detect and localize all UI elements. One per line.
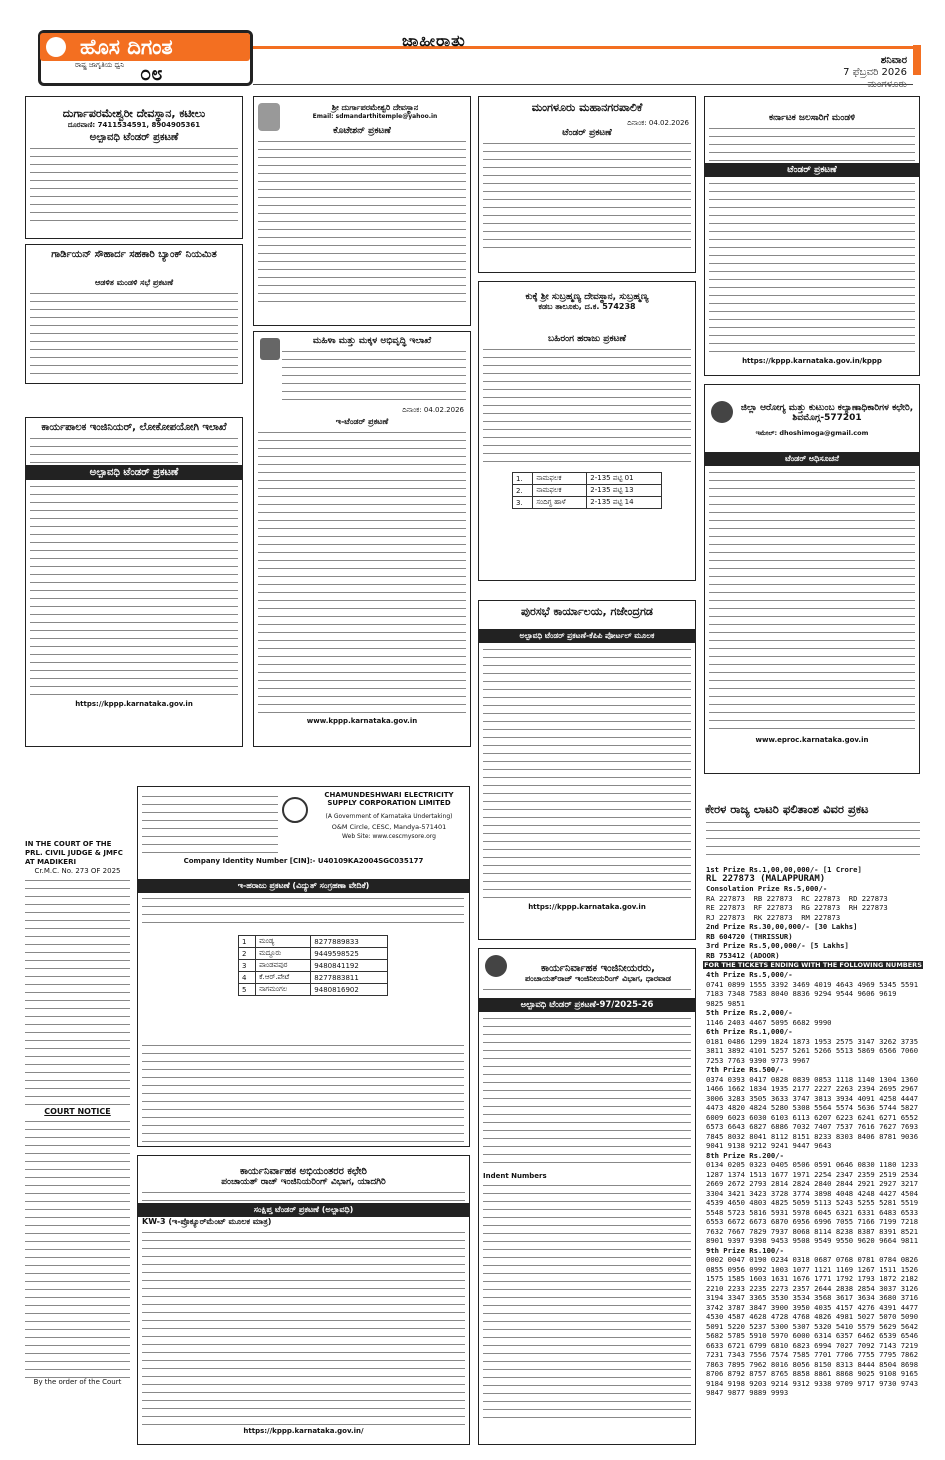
fifth-prize-numbers: 1146 2403 4467 5095 6682 9990 — [706, 1017, 832, 1027]
consolation-prize: Consolation Prize Rs.5,000/- — [706, 884, 828, 893]
court-title: IN THE COURT OF THE PRL. CIVIL JUDGE & JMFC AT MADIKERI — [25, 840, 123, 866]
case-number: Cr.M.C. No. 273 OF 2025 — [34, 867, 121, 875]
ad-title: ಕೊಟೇಶನ್ ಪ್ರಕಟಣೆ — [333, 126, 391, 136]
table-row: 3 ಪಾಂಡವಪುರ 9480841192 — [239, 960, 388, 972]
table-row: 5 ನಾಗಮಂಗಲ 9480816902 — [239, 984, 388, 996]
auction-table — [512, 472, 662, 509]
ad-yadgir-prd — [137, 1155, 470, 1445]
logo-title: ಹೊಸ ದಿಗಂತ — [40, 33, 250, 61]
ad-title: ಟೆಂಡರ್ ಅಧಿಸೂಚನೆ — [705, 452, 919, 466]
day: ಶನಿವಾರ — [880, 55, 907, 66]
ad-cesc — [137, 786, 470, 1147]
court-footer: By the order of the Court — [33, 1378, 122, 1386]
third-prize: 3rd Prize Rs.5,00,000/- [5 Lakhs] — [706, 941, 849, 950]
ad-body — [26, 480, 242, 700]
ad-body — [479, 1180, 695, 1420]
temple-image — [258, 103, 280, 131]
sixth-prize-numbers: 0181 0486 1299 1824 1873 1953 2575 3147 3262 3735 3811 3892 4101 5257 5261 5266 5513 5869 6566 7060 7253 7763 9390 9773 9967 — [706, 1036, 919, 1065]
ad-email: Email: sdmandarthitemple@yahoo.in — [312, 113, 438, 120]
ad-temple-quotation — [253, 96, 471, 326]
lottery-note: FOR THE TICKETS ENDING WITH THE FOLLOWING NUMBERS — [704, 961, 922, 969]
ad-org: ಕುಕ್ಕೆ ಶ್ರೀ ಸುಬ್ರಹ್ಮಣ್ಯ ದೇವಸ್ಥಾನ, ಸುಬ್ರಹ್ಮಣ್ಯ — [525, 292, 649, 302]
zp-logo-icon — [485, 955, 507, 977]
indent-heading: Indent Numbers — [483, 1172, 547, 1180]
ad-title: ಅಲ್ಪಾವಧಿ ಟೆಂಡರ್ ಪ್ರಕಟಣೆ-ಕೆಪಿಪಿ ಪೋರ್ಟಲ್ ಮೂಲಕ — [479, 629, 695, 643]
ninth-prize-numbers: 0002 0047 0190 0234 0318 0687 0768 0781 0784 0826 0855 0956 0992 1003 1077 1121 1169 1267 1511 1526 1575 1585 1603 1631 1676 1771 1792 1793 1872 2182 2210 2233 2235 2273 2357 2644 2838 2854 3037 3126 3194 3347 3365 3530 3534 3568 3617 3634 3680 3716 3742 3787 3847 3900 3950 4035 4157 4276 4391 4477 4530 4587 4628 4728 4768 4826 4981 5027 5070 5090 5091 5220 5237 5300 5307 5320 5410 5579 5629 5642 5682 5785 5910 5970 6000 6314 6357 6462 6539 6546 6633 6721 6799 6810 6823 6994 7027 7092 7143 7219 7231 7343 7556 7574 7585 7701 7706 7755 7795 7862 7863 7895 7962 8016 8056 8150 8313 8444 8504 8698 8706 8792 8757 8765 8858 8861 8868 9025 9108 9165 9184 9198 9203 9214 9312 9338 9709 9717 9730 9743 9847 9877 9889 9993 — [706, 1255, 919, 1397]
section-title: ಜಾಹೀರಾತು — [402, 31, 466, 50]
table-row: 3. ಸಂದಿಗ್ಧ ಹಾಳೆ 2-135 ಪಟ್ಟಿ 14 — [513, 497, 662, 509]
ad-guardian-bank — [25, 244, 243, 384]
first-prize: 1st Prize Rs.1,00,00,000/- [1 Crore] — [706, 865, 862, 874]
ad-subtitle: (A Government of Karnataka Undertaking) — [325, 813, 453, 820]
ad-org: ಶ್ರೀ ದುರ್ಗಾಪರಮೇಶ್ವರಿ ದೇವಸ್ಥಾನ — [331, 103, 419, 112]
notice-heading: COURT NOTICE — [44, 1107, 111, 1116]
ad-subtitle: ಪಂಚಾಯತ್ ರಾಜ್ ಇಂಜಿನಿಯರಿಂಗ್ ವಿಭಾಗ, ಯಾದಗಿರಿ — [221, 1177, 386, 1187]
logo-tagline: ರಾಷ್ಟ್ರ ಜಾಗೃತಿಯ ಧ್ವನಿ — [75, 61, 125, 69]
page-number: ೦೮ — [140, 61, 163, 85]
sixth-prize: 6th Prize Rs.1,000/- — [706, 1027, 793, 1036]
masthead — [0, 0, 945, 90]
ad-url: https://kppp.karnataka.gov.in — [75, 700, 193, 708]
date: 7 ಫೆಬ್ರವರಿ 2026 — [843, 67, 907, 78]
ad-title: ಇ-ಹರಾಜು ಪ್ರಕಟಣೆ (ವಿದ್ಯುತ್ ಸಂಗ್ರಹಣಾ ವೇದಿಕೆ) — [138, 879, 469, 893]
ad-pin: ಕಡಬ ತಾಲೂಕು, ದ.ಕ. 574238 — [538, 302, 636, 311]
ad-body — [705, 177, 919, 357]
ad-kw: KW-3 (ಇ-ಪ್ರೊಕ್ಯೂರ್‌ಮೆಂಟ್ ಮೂಲಕ ಮಾತ್ರ) — [142, 1217, 272, 1226]
table-row: 2. ನಾಮಫಲಕ 2-135 ಪಟ್ಟಿ 13 — [513, 485, 662, 497]
header-accent — [913, 45, 921, 75]
ad-org: ಕರ್ನಾಟಕ ಜಲಸಾರಿಗೆ ಮಂಡಳಿ — [768, 113, 856, 123]
ad-body — [254, 138, 470, 308]
ad-url: https://kppp.karnataka.gov.in/kppp — [742, 357, 882, 365]
ad-org: ಪುರಸಭೆ ಕಾರ್ಯಾಲಯ, ಗಜೇಂದ್ರಗಡ — [521, 605, 653, 618]
cesc-logo-icon — [282, 797, 308, 823]
eighth-prize-numbers: 0134 0205 0323 0405 0506 0591 0646 0830 1180 1233 1287 1374 1513 1677 1971 2254 2347 2359 2519 2534 2669 2672 2793 2814 2824 2840 2844 2921 2927 3217 3304 3421 3423 3728 3774 3898 4048 4248 4427 4504 4539 4650 4803 4825 5059 5113 5243 5255 5281 5519 5548 5723 5816 5931 5978 6045 6321 6331 6483 6533 6553 6672 6673 6870 6956 6996 7055 7166 7199 7218 7632 7667 7829 7937 8068 8114 8238 8387 8391 8521 8901 9397 9398 9453 9508 9549 9550 9620 9664 9811 — [706, 1160, 919, 1245]
ad-mangaluru-corp — [478, 96, 696, 273]
ad-date: ದಿನಾಂಕ: 04.02.2026 — [627, 119, 689, 127]
ad-shimoga-health — [704, 384, 920, 774]
ad-pwd-exec-engineer — [25, 417, 243, 747]
ad-title: ಅಲ್ಪಾವಧಿ ಟೆಂಡರ್ ಪ್ರಕಟಣೆ-97/2025-26 — [479, 998, 695, 1012]
ad-url: www.kppp.karnataka.gov.in — [306, 717, 418, 725]
ad-women-child-dev — [253, 331, 471, 747]
table-row: 4 ಕೆ.ಆರ್.ಪೇಟೆ 8277883811 — [239, 972, 388, 984]
ad-title: ಅಲ್ಪಾವಧಿ ಟೆಂಡರ್ ಪ್ರಕಟಣೆ — [89, 132, 179, 143]
header-rule — [253, 46, 913, 49]
ad-title: ಟೆಂಡರ್ ಪ್ರಕಟಣೆ — [562, 128, 612, 138]
ad-subtitle: ಪಂಚಾಯತ್‌ರಾಜ್ ಇಂಜಿನೀಯರಿಂಗ್ ವಿಭಾಗ, ಧಾರವಾಡ — [525, 974, 671, 983]
ad-body — [479, 643, 695, 903]
ad-gajendragad-municipality — [478, 600, 696, 940]
ad-org: ಮಹಿಳಾ ಮತ್ತು ಮಕ್ಕಳ ಅಭಿವೃದ್ಧಿ ಇಲಾಖೆ — [312, 336, 432, 346]
govt-emblem-icon — [260, 338, 280, 360]
ad-date: ದಿನಾಂಕ: 04.02.2026 — [402, 406, 464, 414]
ad-court-notice — [25, 840, 130, 1440]
ad-kukke-temple — [478, 281, 696, 581]
lottery-results — [703, 802, 923, 1447]
ad-body — [26, 290, 242, 380]
header-bottom-rule — [253, 84, 913, 85]
table-row: 1 ಮಂಡ್ಯ 8277889833 — [239, 936, 388, 948]
lottery-title: ಕೇರಳ ರಾಜ್ಯ ಲಾಟರಿ ಫಲಿತಾಂಶ ವಿವರ ಪ್ರಕಟ — [705, 802, 869, 816]
office-table — [238, 935, 388, 996]
ad-body — [26, 145, 242, 225]
ad-body — [142, 1042, 464, 1142]
ad-email: ಇಮೇಲ್: dhoshimoga@gmail.com — [755, 429, 869, 437]
ad-org: ಗಾರ್ಡಿಯನ್ ಸೌಹಾರ್ದ ಸಹಕಾರಿ ಬ್ಯಾಂಕ್ ನಿಯಮಿತ — [51, 249, 217, 260]
fourth-prize: 4th Prize Rs.5,000/- — [706, 970, 793, 979]
ad-body — [25, 1118, 130, 1378]
flame-icon — [46, 37, 66, 57]
ad-url: https://kppp.karnataka.gov.in — [528, 903, 646, 911]
third-prize-number: RB 753412 (ADOOR) — [706, 950, 780, 960]
ad-subtitle: ಆಡಳಿತ ಮಂಡಳಿ ಸಭೆ ಪ್ರಕಟಣೆ — [94, 278, 174, 287]
ad-title: ಟೆಂಡರ್ ಪ್ರಕಟಣೆ — [705, 163, 919, 177]
ad-org: ಕಾರ್ಯನಿರ್ವಾಹಕ ಅಭಿಯಂತರರ ಕಛೇರಿ — [240, 1166, 367, 1177]
ad-body — [254, 427, 470, 717]
ninth-prize: 9th Prize Rs.100/- — [706, 1245, 784, 1255]
ad-org: ದುರ್ಗಾಪರಮೇಶ್ವರೀ ದೇವಸ್ಥಾನ, ಕಟೀಲು — [62, 107, 206, 120]
dateline — [787, 55, 907, 91]
ad-org: ಕಾರ್ಯಪಾಲಕ ಇಂಜಿನಿಯರ್, ಲೋಕೋಪಯೋಗಿ ಇಲಾಖೆ — [41, 422, 227, 433]
table-row: 1. ನಾಮಫಲಕ 2-135 ಪಟ್ಟಿ 01 — [513, 473, 662, 485]
eighth-prize: 8th Prize Rs.200/- — [706, 1150, 784, 1160]
ad-cin: Company Identity Number [CIN]:- U40109KA2004SGC035177 — [183, 857, 424, 865]
ad-title: ಅಲ್ಪಾವಧಿ ಟೆಂಡರ್ ಪ್ರಕಟಣೆ — [26, 465, 242, 480]
ad-org: ಕಾರ್ಯನಿರ್ವಾಹಕ ಇಂಜಿನೀಯರರು, — [541, 963, 655, 974]
consolation-numbers: RA 227873 RB 227873 RC 227873 RD 227873 RE 227873 RF 227873 RG 227873 RH 227873 RJ 227873 RK 227873 RM 227873 — [706, 893, 888, 922]
ad-circle: O&M Circle, CESC, Mandya-571401 — [331, 823, 447, 831]
table-row: 2 ಮದ್ದೂರು 9449598525 — [239, 948, 388, 960]
ad-title: ಸಂಕ್ಷಿಪ್ತ ಟೆಂಡರ್ ಪ್ರಕಟಣೆ (ಅಲ್ಪಾವಧಿ) — [138, 1203, 469, 1217]
ad-durga-temple — [25, 96, 243, 239]
ad-title: ಇ-ಟೆಂಡರ್ ಪ್ರಕಟಣೆ — [335, 417, 389, 426]
ad-body — [479, 138, 695, 253]
fourth-prize-numbers: 0741 0899 1555 3392 3469 4019 4643 4969 5345 5591 7183 7348 7583 8040 8836 9294 9544 9606 9619 9825 9851 — [706, 979, 919, 1008]
second-prize-number: RB 604720 (THRISSUR) — [706, 931, 793, 941]
ad-phone: ದೂರವಾಣಿ: 7411534591, 8904905361 — [67, 121, 201, 129]
ad-body — [479, 346, 695, 466]
seventh-prize: 7th Prize Rs.500/- — [706, 1065, 784, 1074]
ad-water-transport — [704, 96, 920, 376]
seventh-prize-numbers: 0374 0393 0417 0828 0839 0853 1118 1140 1304 1360 1466 1662 1834 1935 2177 2227 2263 2394 2695 2967 3006 3283 3505 3633 3747 3813 3934 4091 4258 4447 4473 4820 4824 5280 5308 5564 5574 5636 5744 5827 6009 6023 6030 6103 6113 6207 6223 6241 6271 6552 6573 6643 6827 6886 7032 7407 7537 7616 7627 7693 7845 8032 8041 8112 8151 8233 8303 8406 8781 9036 9041 9138 9212 9241 9447 9643 — [706, 1074, 919, 1150]
second-prize: 2nd Prize Rs.30,00,000/- [30 Lakhs] — [706, 922, 858, 931]
ad-body — [138, 1227, 469, 1427]
ad-url: www.eproc.karnataka.gov.in — [755, 736, 869, 744]
ad-org: ಜಿಲ್ಲಾ ಆರೋಗ್ಯ ಮತ್ತು ಕುಟುಂಬ ಕಲ್ಯಾಣಾಧಿಕಾರಿಗಳ ಕಛೇರಿ, ಶಿವಮೊಗ್ಗ-577201 — [740, 403, 914, 423]
ad-body — [705, 466, 919, 736]
fifth-prize: 5th Prize Rs.2,000/- — [706, 1008, 793, 1017]
ad-org: ಮಂಗಳೂರು ಮಹಾನಗರಪಾಲಿಕೆ — [531, 101, 643, 114]
ad-org: CHAMUNDESHWARI ELECTRICITY SUPPLY CORPORATION LIMITED — [324, 791, 454, 807]
first-prize-number: RL 227873 (MALAPPURAM) — [706, 873, 826, 884]
ad-dharwad-prd — [478, 948, 696, 1445]
health-logo-icon — [711, 401, 733, 423]
ad-title: ಬಹಿರಂಗ ಹರಾಜು ಪ್ರಕಟಣೆ — [548, 334, 626, 344]
ad-url: https://kppp.karnataka.gov.in/ — [243, 1427, 364, 1435]
city — [787, 79, 907, 91]
ad-website: Web Site: www.cescmysore.org — [342, 833, 436, 840]
